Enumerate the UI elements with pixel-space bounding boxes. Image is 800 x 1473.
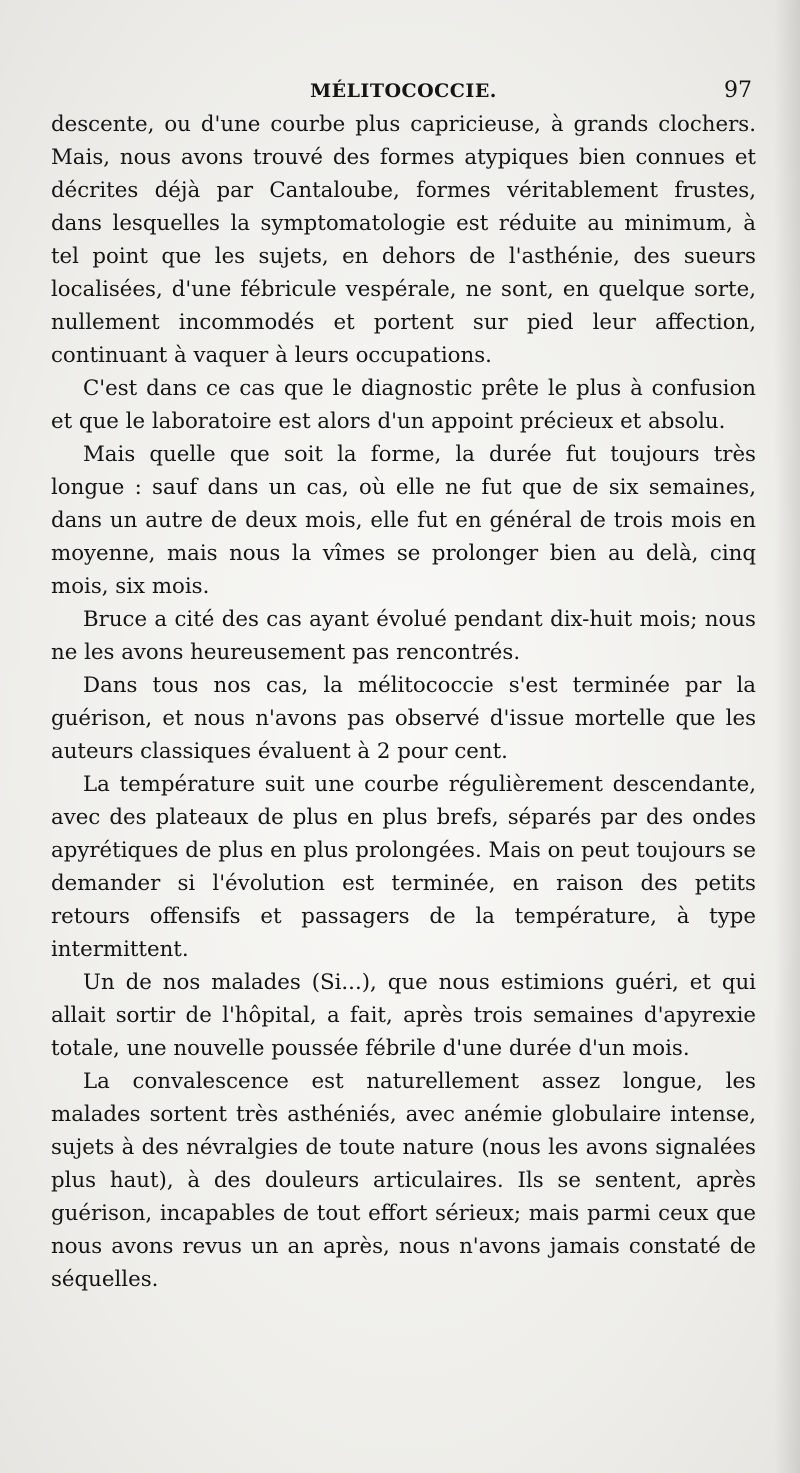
page-number: 97 (724, 78, 752, 103)
page-header (51, 74, 756, 108)
paragraph: C'est dans ce cas que le diagnostic prête le plus à confusion et que le laboratoire est alors d'un appoint précieux et absolu. (51, 376, 756, 434)
paragraph: Dans tous nos cas, la mélitococcie s'est terminée par la guérison, et nous n'avons pas observé d'issue mortelle que les auteurs classiques évaluent à 2 pour cent. (51, 673, 756, 764)
paragraph: Un de nos malades (Si...), que nous estimions guéri, et qui allait sortir de l'hôpital, a fait, après trois semaines d'apyrexie totale, une nouvelle poussée fébrile d'une durée d'un mois. (51, 970, 756, 1061)
running-title: MÉLITOCOCCIE. (310, 80, 497, 102)
paragraph: Bruce a cité des cas ayant évolué pendant dix-huit mois; nous ne les avons heureusement pas rencontrés. (51, 607, 756, 665)
paragraph: La convalescence est naturellement assez longue, les malades sortent très asthéniés, avec anémie globulaire intense, sujets à des névralgies de toute nature (nous les avons signalées plus haut), à des douleurs articulaires. Ils se sentent, après guérison, incapables de tout effort sérieux; mais parmi ceux que nous avons revus un an après, nous n'avons jamais constaté de séquelles. (51, 1069, 756, 1292)
body-text (51, 108, 756, 1296)
paragraph: La température suit une courbe régulièrement descendante, avec des plateaux de plus en plus brefs, séparés par des ondes apyrétiques de plus en plus prolongées. Mais on peut toujours se demander si l'évolution est terminée, en raison des petits retours offensifs et passagers de la température, à type intermittent. (51, 772, 756, 962)
paragraph-continuation: descente, ou d'une courbe plus capricieuse, à grands clochers. Mais, nous avons trouvé des formes atypiques bien connues et décrites déjà par Cantaloube, formes véritablement frustes, dans lesquelles la symptomatologie est réduite au minimum, à tel point que les sujets, en dehors de l'asthénie, des sueurs localisées, d'une fébricule vespérale, ne sont, en quelque sorte, nullement incommodés et portent sur pied leur affection, continuant à vaquer à leurs occupations. (51, 112, 756, 368)
paragraph: Mais quelle que soit la forme, la durée fut toujours très longue : sauf dans un cas, où elle ne fut que de six semaines, dans un autre de deux mois, elle fut en général de trois mois en moyenne, mais nous la vîmes se prolonger bien au delà, cinq mois, six mois. (51, 442, 756, 599)
page-edge-shadow (774, 0, 800, 1473)
